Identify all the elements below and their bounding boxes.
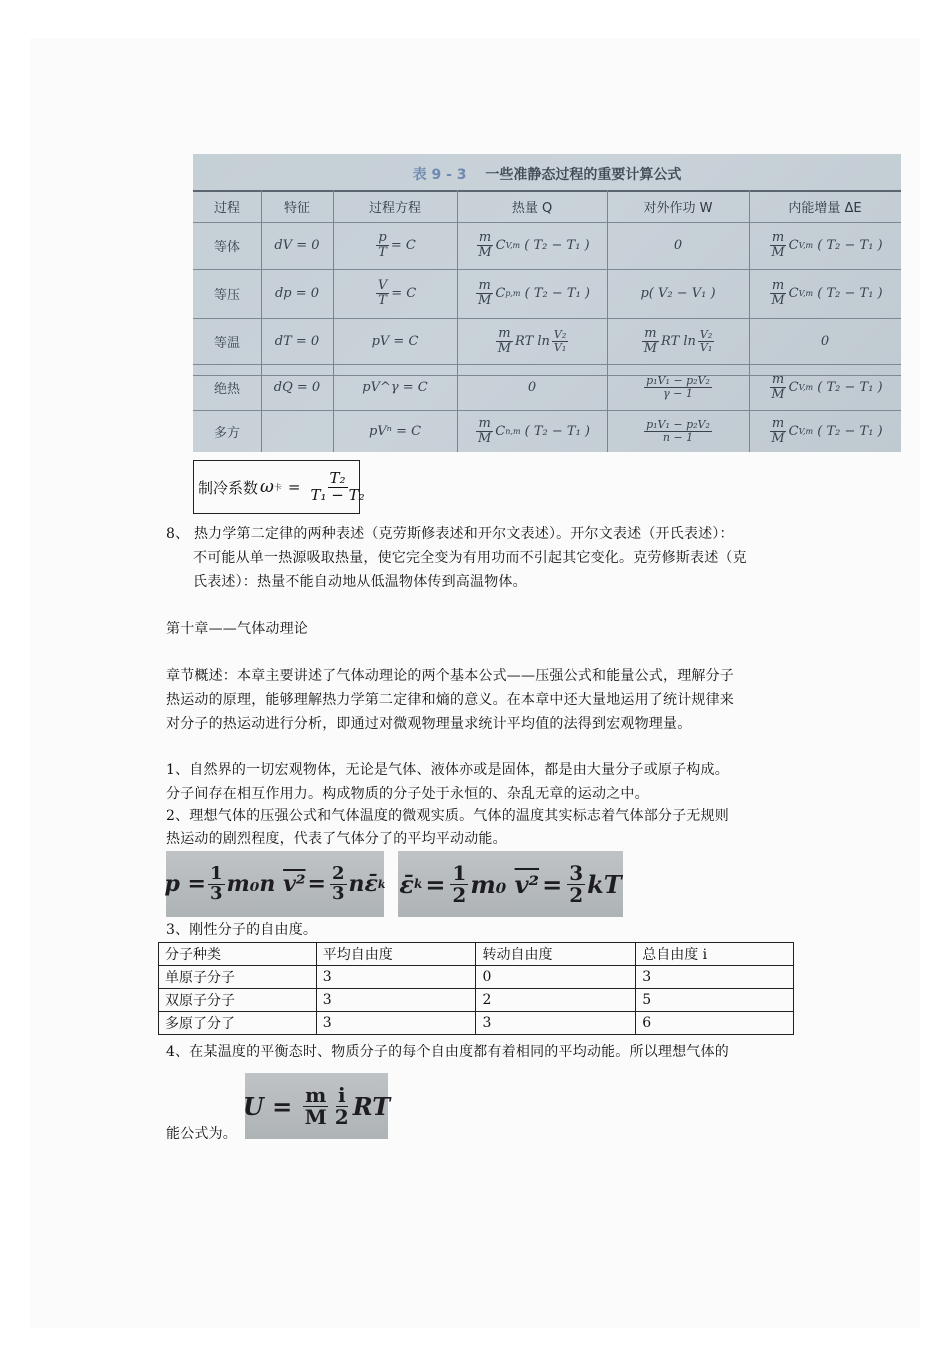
row-heat: $\frac{m}{M}$ C V,m ( T₂ − T₁ ) [478,230,590,260]
item-3-text: 3、刚性分子的自由度。 [166,922,318,938]
row-energy: $\frac{m}{M}$ C V,m ( T₂ − T₁ ) [771,415,883,446]
row-equation: $\frac{V}{T}$ = C [377,278,417,308]
table-caption-number: 表 9 - 3 [412,167,467,183]
row-process: 绝热 [213,381,240,397]
item-8-line-2: 不可能从单一热源吸取热量，使它完全变为有用功而不引起其它变化。克劳修斯表述（克 [193,550,747,566]
chapter-title: 第十章——气体动理论 [166,621,308,637]
row-feature: dp = 0 [274,286,320,301]
row-work: 0 [673,238,683,253]
row-process: 多方 [213,425,240,441]
table-header-row [159,943,794,966]
row-process: 等体 [213,240,240,255]
table-header-equation: 过程方程 [368,200,421,216]
table-cell: 6 [636,1012,794,1035]
row-work: $\frac{\text{p₁V₁ − p₂V₂}}{\gamma - 1}$ [646,373,710,400]
table-cell: 双原子分子 [159,989,317,1012]
row-feature: dT = 0 [274,333,320,349]
row-heat: $\frac{m}{M}$ C n,m ( T₂ − T₁ ) [477,415,591,446]
row-heat: $\frac{m}{M}$ RT ln $\frac{\text{V₂}}{\text{V₁}}$ [497,325,567,356]
row-heat: 0 [527,379,537,395]
header-rotational: 转动自由度 [476,943,636,966]
cooling-coefficient-formula: 制冷系数 ω 卡 = $\frac{\text{T₂}}{\text{T₁ − T₂}}$ [193,460,360,514]
item-1-line-2: 分子间存在相互作用力。构成物质的分子处于永恒的、杂乱无章的运动之中。 [166,786,649,802]
table-row [159,1012,794,1035]
item-4-line-2: 能公式为。 [166,1126,237,1142]
table-cell: 3 [636,966,794,989]
header-translational: 平均自由度 [316,943,476,966]
row-energy: 0 [820,333,830,349]
table-9-3-photo [193,154,901,452]
header-total: 总自由度 i [636,943,794,966]
item-1-line-1: 1、自然界的一切宏观物体，无论是气体、液体亦或是固体，都是由大量分子或原子构成。 [166,762,729,778]
degrees-of-freedom-table [158,942,794,1035]
item-2-line-1: 2、理想气体的压强公式和气体温度的微观实质。气体的温度其实标志着气体部分子无规则 [166,808,729,824]
table-row [159,989,794,1012]
energy-formula-image: ε̄ k = $\frac{1}{2}$ m₀ v² = $\frac{3}{2}$ kT [398,851,623,917]
row-equation: pV^γ = C [362,379,428,395]
table-cell: 3 [316,989,476,1012]
row-work: p( V₂ − V₁ ) [640,286,716,301]
table-cell: 2 [476,989,636,1012]
pressure-formula-image: p = $\frac{1}{3}$ m₀n v² = $\frac{2}{3}$ nε̄ k [166,851,384,917]
table-header-process: 过程 [213,200,240,216]
cooling-label: 制冷系数 [198,478,259,497]
table-cell: 0 [476,966,636,989]
item-8-line-3: 氏表述）：热量不能自动地从低温物体传到高温物体。 [193,574,527,590]
item-2-line-2: 热运动的剧烈程度，代表了气体分了的平均平动动能。 [166,831,507,847]
table-header-feature: 特征 [283,200,310,216]
row-feature [261,410,333,452]
row-equation: pV = C [371,333,419,349]
row-feature: dQ = 0 [273,379,321,395]
table-cell: 3 [316,1012,476,1035]
omega-symbol: ω [260,477,274,497]
item-4-line-1: 4、在某温度的平衡态时、物质分子的每个自由度都有着相同的平均动能。所以理想气体的 [166,1044,729,1060]
table-header-energy: 内能增量 ΔE [788,200,862,216]
row-heat: $\frac{m}{M}$ C p,m ( T₂ − T₁ ) [478,278,590,308]
cooling-fraction: $\frac{\text{T₂}}{\text{T₁ − T₂}}$ [310,468,365,504]
table-header-work: 对外作功 W [643,200,713,216]
table-cell: 5 [636,989,794,1012]
table-cell: 3 [316,966,476,989]
overview-line-3: 对分子的热运动进行分析，即通过对微观物理量求统计平均值的法得到宏观物理量。 [166,716,692,732]
row-energy: $\frac{m}{M}$ C V,m ( T₂ − T₁ ) [771,371,883,402]
row-work: $\frac{\text{p₁V₁ − p₂V₂}}{n - 1}$ [646,417,710,444]
row-energy: $\frac{m}{M}$ C V,m ( T₂ − T₁ ) [771,230,883,260]
overview-line-1: 章节概述：本章主要讲述了气体动理论的两个基本公式——压强公式和能量公式，理解分子 [166,668,734,684]
table-header-heat: 热量 Q [511,200,553,216]
row-energy: $\frac{m}{M}$ C V,m ( T₂ − T₁ ) [771,278,883,308]
row-process: 等温 [213,335,240,351]
table-caption [193,164,901,186]
row-equation: $\frac{p}{T}$ = C [378,230,416,260]
table-row [159,966,794,989]
header-molecule-type: 分子种类 [159,943,317,966]
table-cell: 3 [476,1012,636,1035]
overview-line-2: 热运动的原理，能够理解热力学第二定律和熵的意义。在本章中还大量地运用了统计规律来 [166,692,734,708]
table-cell: 单原子分子 [159,966,317,989]
table-caption-text: 一些准静态过程的重要计算公式 [485,167,682,183]
omega-subscript: 卡 [273,482,282,492]
row-process: 等压 [213,288,240,303]
row-work: $\frac{m}{M}$ RT ln $\frac{\text{V₂}}{\text{V₁}}$ [643,325,713,356]
row-feature: dV = 0 [274,238,320,253]
internal-energy-formula-image: U = $\frac{m}{M}$ $\frac{i}{2}$ RT [245,1073,388,1139]
row-equation: pVⁿ = C [368,423,422,439]
item-8-line-1: 8、 热力学第二定律的两种表述（克劳斯修表述和开尔文表述）。开尔文表述（开氏表述）： [166,526,734,542]
table-cell: 多原了分了 [159,1012,317,1035]
